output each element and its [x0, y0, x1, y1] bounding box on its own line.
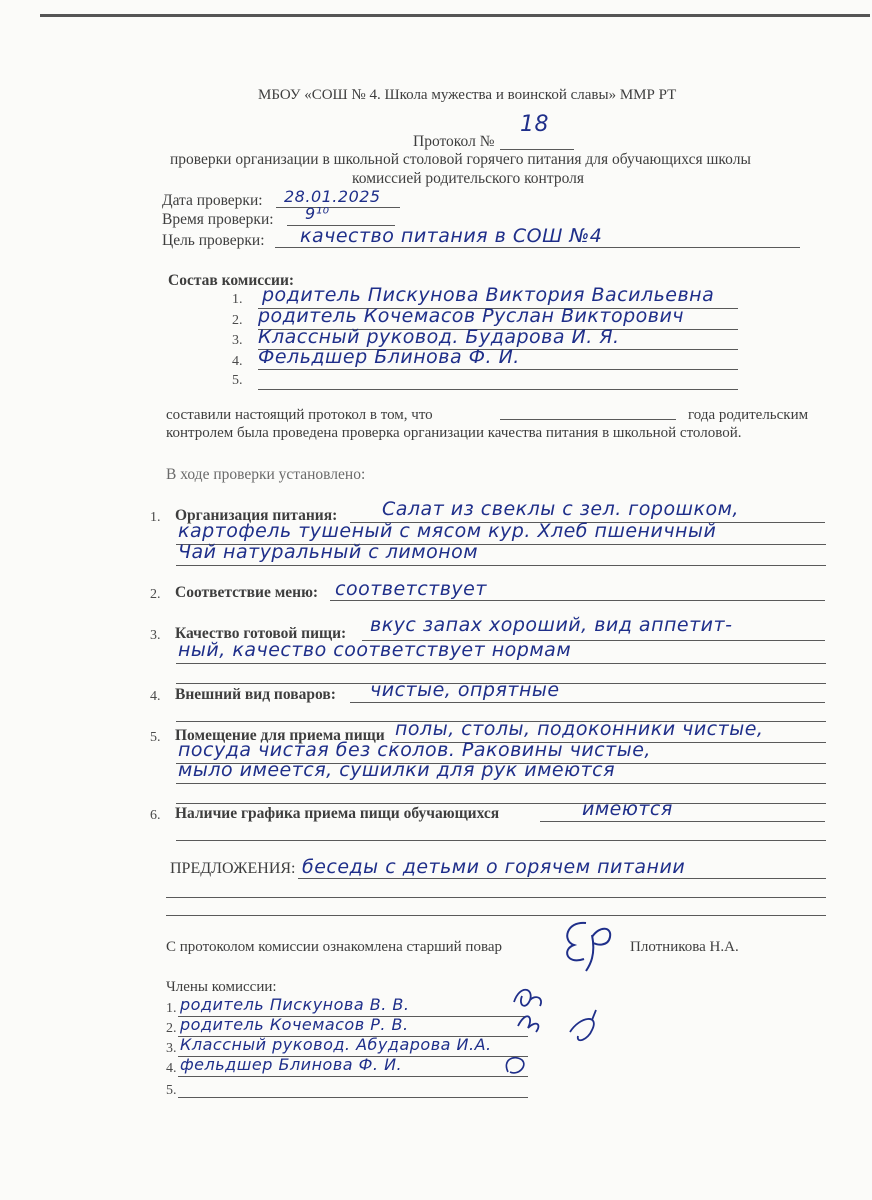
finding-line: [176, 663, 826, 664]
school-name: МБОУ «СОШ № 4. Школа мужества и воинской славы» ММР РТ: [258, 87, 677, 103]
cook-signature: [556, 915, 618, 975]
purpose-label: Цель проверки:: [162, 232, 265, 249]
finding-1-line-3: Чай натуральный с лимоном: [178, 541, 479, 563]
finding-line: [176, 840, 826, 841]
finding-6-label: Наличие графика приема пищи обучающихся: [175, 805, 500, 822]
subtitle-line-2: комиссией родительского контроля: [352, 170, 584, 187]
commission-member-2: родитель Кочемасов Руслан Викторович: [258, 305, 685, 327]
signature-member-3: Классный руковод. Абударова И.А.: [180, 1035, 492, 1054]
finding-line: [176, 565, 826, 566]
commission-member-3: Классный руковод. Бударова И. Я.: [258, 326, 620, 348]
signature-number: 1.: [166, 1001, 177, 1016]
finding-3-line-1: вкус запах хороший, вид аппетит-: [370, 614, 733, 636]
time-value: 9¹⁰: [305, 204, 330, 223]
signature-member-4: фельдшер Блинова Ф. И.: [180, 1055, 403, 1074]
finding-number: 3.: [150, 628, 161, 643]
finding-line: [176, 783, 826, 784]
subtitle-line-1: проверки организации в школьной столовой горячего питания для обучающихся школы: [170, 151, 751, 168]
member-line: [258, 389, 738, 390]
date-line: [276, 207, 400, 208]
signature-line: [178, 1097, 528, 1098]
purpose-line: [275, 247, 800, 248]
signature-number: 4.: [166, 1061, 177, 1076]
finding-5-line-1: полы, столы, подоконники чистые,: [395, 718, 764, 740]
proposals-line: [298, 878, 826, 879]
time-label: Время проверки:: [162, 211, 274, 228]
commission-member-4: Фельдшер Блинова Ф. И.: [258, 346, 520, 368]
proposals-line: [166, 915, 826, 916]
finding-number: 1.: [150, 510, 161, 525]
date-value: 28.01.2025: [284, 187, 381, 206]
finding-2-line-1: соответствует: [335, 578, 487, 600]
commission-title: Состав комиссии:: [168, 272, 295, 289]
acquainted-text: С протоколом комиссии ознакомлена старший повар: [166, 939, 502, 955]
member-number: 1.: [232, 292, 243, 307]
member-number: 3.: [232, 333, 243, 348]
finding-number: 2.: [150, 587, 161, 602]
finding-1-label: Организация питания:: [175, 507, 338, 524]
proposals-text: беседы с детьми о горячем питании: [302, 856, 686, 878]
signature-number: 3.: [166, 1041, 177, 1056]
signature-member-2: родитель Кочемасов Р. В.: [180, 1015, 409, 1034]
finding-number: 4.: [150, 689, 161, 704]
finding-5-label: Помещение для приема пищи: [175, 727, 385, 744]
cook-name: Плотникова Н.А.: [630, 939, 739, 955]
member-line: [258, 369, 738, 370]
commission-member-1: родитель Пискунова Виктория Васильевна: [262, 284, 715, 306]
protocol-number: 18: [520, 112, 549, 137]
statement-date-line: [500, 419, 676, 420]
statement-part-b: года родительским: [688, 407, 809, 423]
member-signatures: [500, 980, 610, 1080]
finding-line: [350, 702, 825, 703]
finding-3-label: Качество готовой пищи:: [175, 625, 347, 642]
finding-line: [540, 821, 825, 822]
finding-number: 5.: [150, 730, 161, 745]
finding-1-line-2: картофель тушеный с мясом кур. Хлеб пшеничный: [178, 520, 717, 542]
signature-line: [178, 1076, 528, 1077]
findings-label: В ходе проверки установлено:: [166, 466, 366, 483]
signatures-title: Члены комиссии:: [166, 979, 277, 995]
finding-5-line-3: мыло имеется, сушилки для рук имеются: [178, 759, 616, 781]
member-number: 2.: [232, 313, 243, 328]
scan-edge: [40, 14, 870, 17]
protocol-number-line: [500, 149, 574, 150]
finding-4-line-1: чистые, опрятные: [370, 679, 560, 701]
finding-6-line-1: имеются: [582, 798, 673, 820]
protocol-label: Протокол №: [413, 133, 495, 150]
finding-1-line-1: Салат из свеклы с зел. горошком,: [382, 498, 739, 520]
finding-2-label: Соответствие меню:: [175, 584, 319, 601]
finding-3-line-2: ный, качество соответствует нормам: [178, 639, 572, 661]
member-number: 4.: [232, 354, 243, 369]
date-label: Дата проверки:: [162, 192, 263, 209]
signature-number: 2.: [166, 1021, 177, 1036]
finding-number: 6.: [150, 808, 161, 823]
statement-line-2: контролем была проведена проверка организации качества питания в школьной столовой.: [166, 425, 742, 441]
signature-member-1: родитель Пискунова В. В.: [180, 995, 410, 1014]
signature-number: 5.: [166, 1083, 177, 1098]
finding-4-label: Внешний вид поваров:: [175, 686, 336, 703]
purpose-value: качество питания в СОШ №4: [300, 225, 603, 247]
finding-line: [176, 803, 826, 804]
proposals-label: ПРЕДЛОЖЕНИЯ:: [170, 860, 296, 877]
statement-part-a: составили настоящий протокол в том, что: [166, 407, 433, 423]
finding-line: [330, 600, 825, 601]
proposals-line: [166, 897, 826, 898]
finding-5-line-2: посуда чистая без сколов. Раковины чистые,: [178, 739, 651, 761]
member-number: 5.: [232, 373, 243, 388]
